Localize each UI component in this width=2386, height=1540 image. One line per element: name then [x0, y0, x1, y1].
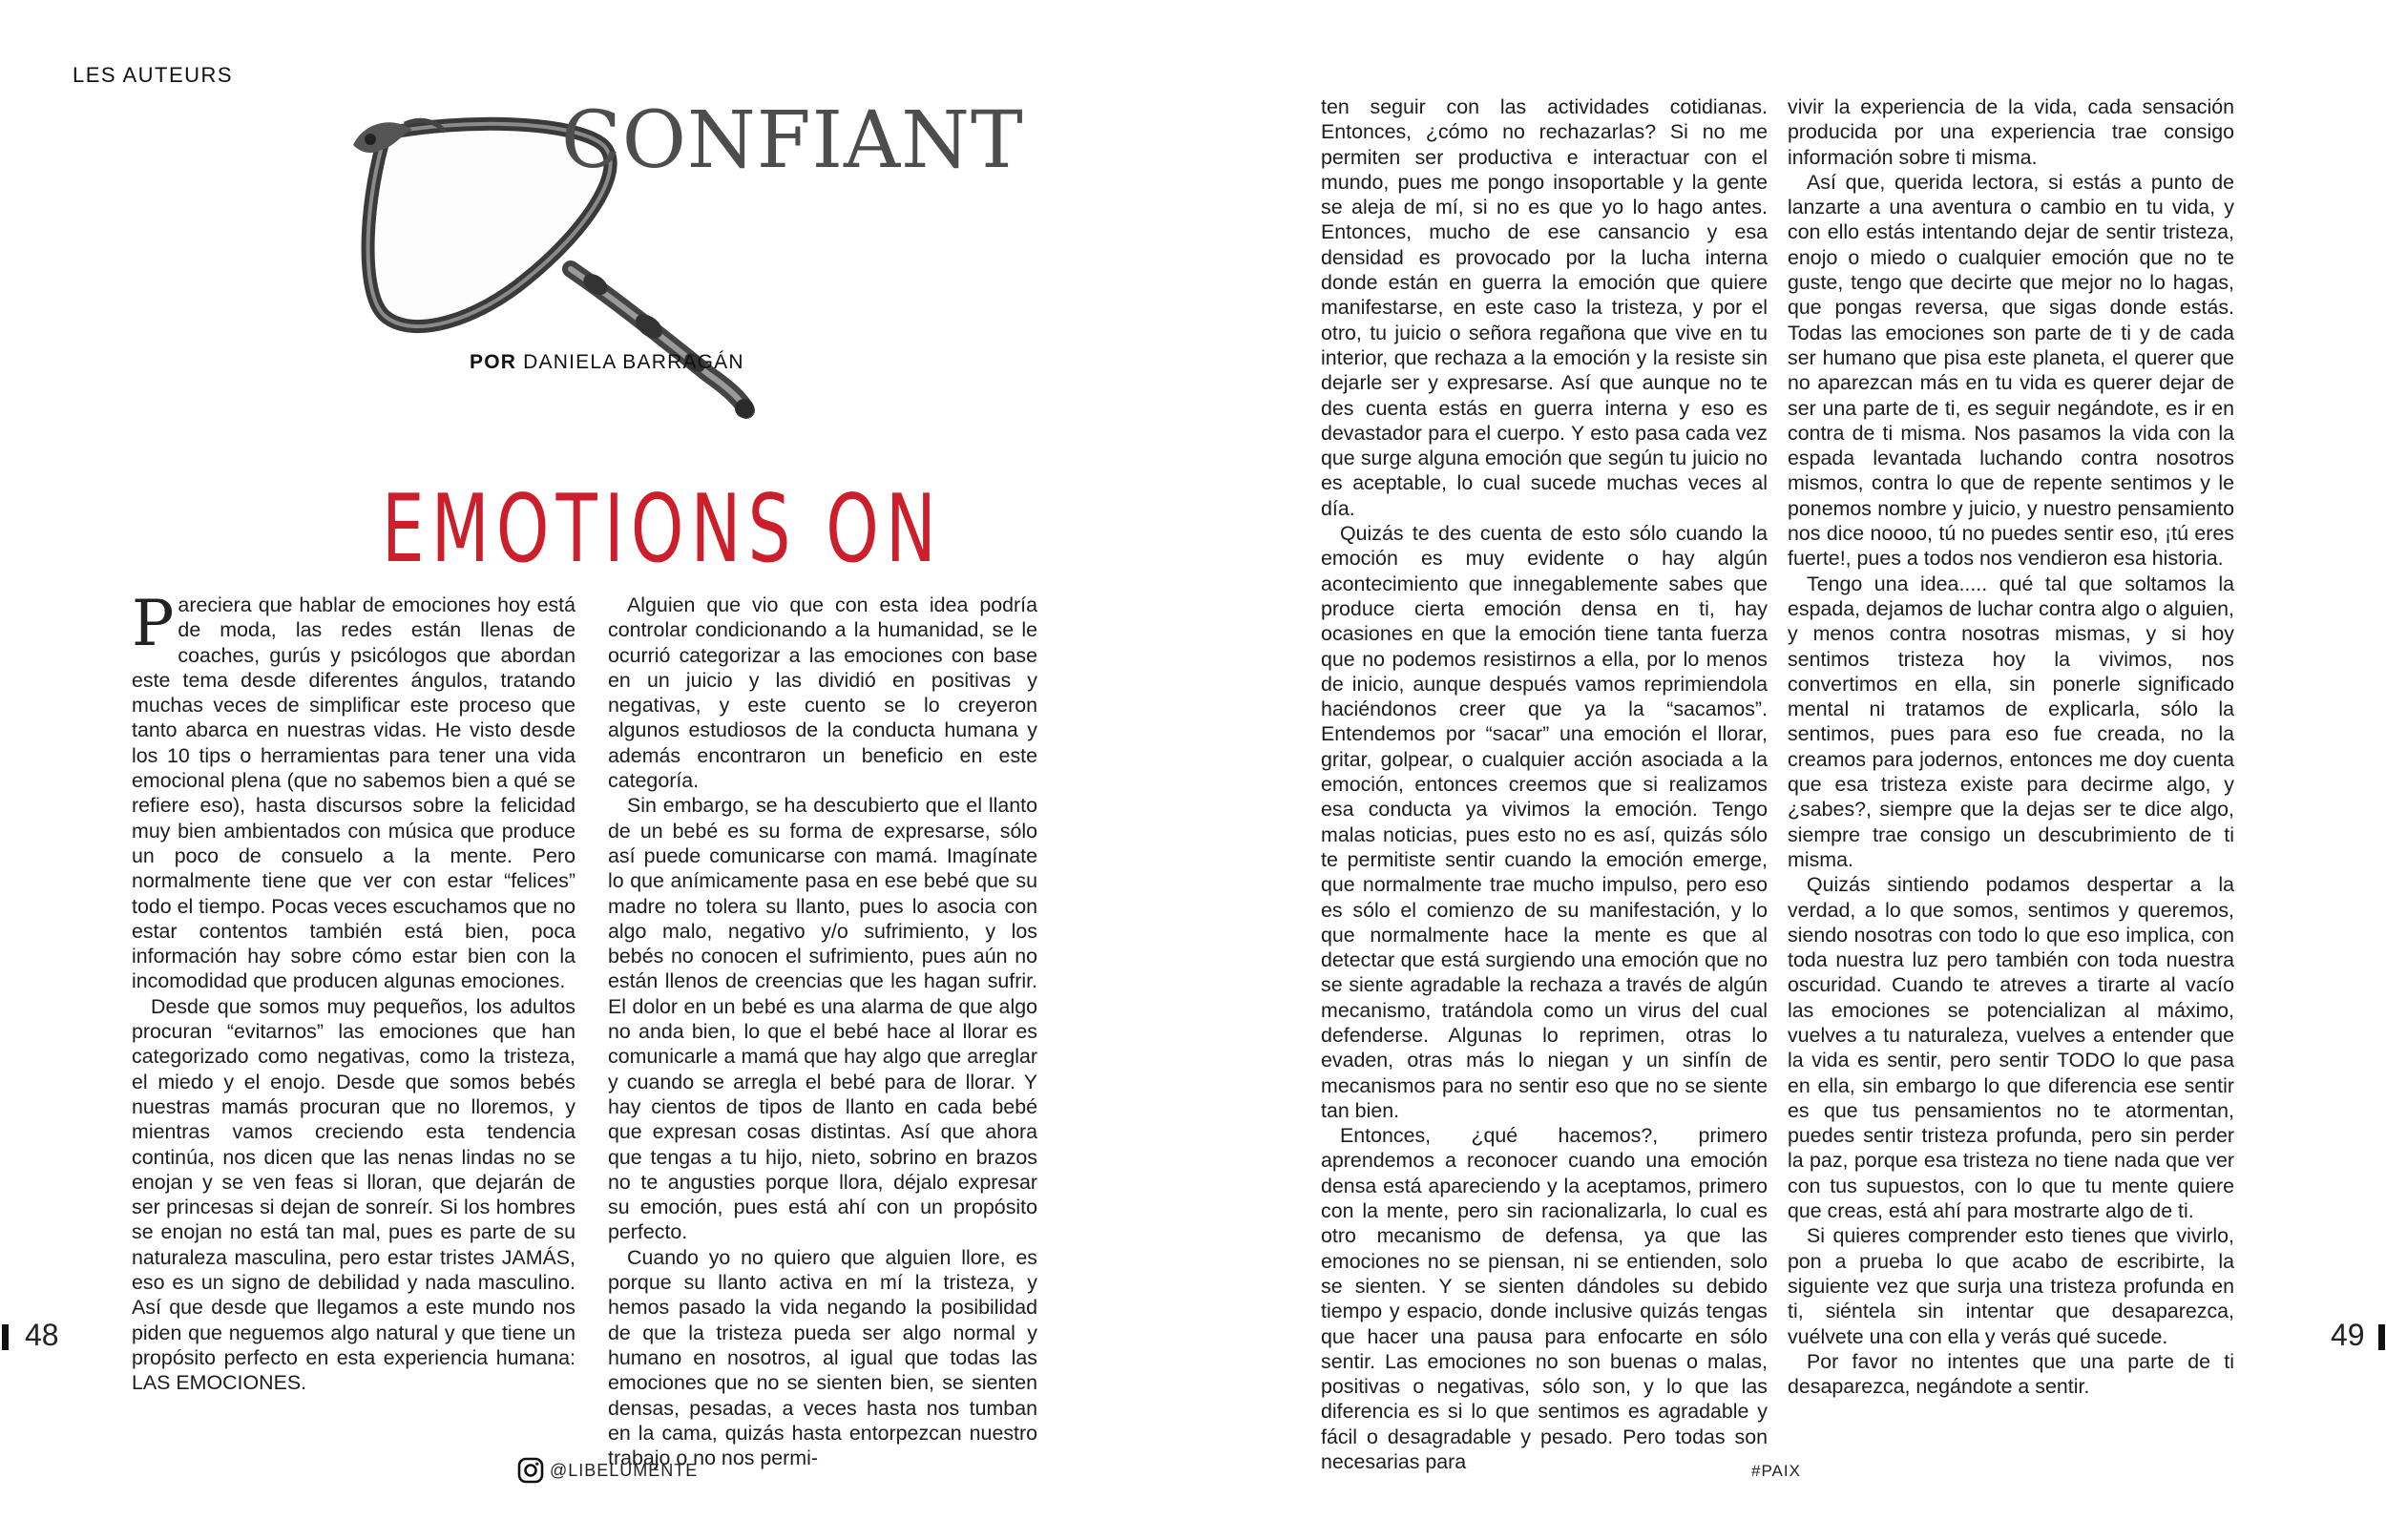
- paragraph: Así que, querida lectora, si estás a punto de lanzarte a una aventura o cambio en tu vida, y con ello estás intentando dejar de sentir tristeza, enojo o miedo o cualquier emoción que no te guste, tengo que decirte que mejor no lo hagas, que pongas reversa, que sigas donde estás. Todas las emociones son parte de ti y de cada ser humano que pisa este planeta, el querer que no aparezcan más en tu vida es querer dejar de ser una parte de ti, es seguir negándote, es ir en contra de ti misma. Nos pasamos la vida con la espada levantada luchando contra nosotros mismos, contra lo que de repente sentimos y le ponemos nombre y juicio, y nuestro pensamiento nos dice noooo, tú no puedes sentir eso, ¡tú eres fuerte!, pues a todos nos vendieron esa historia.: [1788, 170, 2234, 571]
- author-name: DANIELA BARRAGÁN: [523, 351, 744, 373]
- paragraph: Quizás sintiendo podamos despertar a la verdad, a lo que somos, sentimos y queremos, siendo nosotras con todo lo que eso implica, con toda nuestra luz pero también con toda nuestra oscuridad. Cuando te atreves a tirarte al vacío las emociones se potencializan al máximo, vuelves a tu naturaleza, vuelves a entender que la vida es sentir, pero sentir TODO lo que pasa en ella, sin embargo lo que diferencia ese sentir es que tus pensamientos no te atormentan, puedes sentir tristeza profunda, pero sin perder la paz, porque esa tristeza no tiene nada que ver con tus supuestos, con lo que tu mente quiere que creas, está ahí para mostrarte algo de ti.: [1788, 873, 2234, 1223]
- paragraph: vivir la experiencia de la vida, cada sensación producida por una experiencia trae consigo información sobre ti misma.: [1788, 95, 2234, 169]
- feature-title: CONFIANT: [561, 95, 1024, 186]
- paragraph: Alguien que vio que con esta idea podría controlar condicionando a la humanidad, se le ocurrió categorizar a las emociones con base en un juicio y las dividió en positivas y negativas, y este cuento se lo creyeron algunos estudiosos de la conducta humana y además encontraron un beneficio en este categoría.: [608, 593, 1037, 793]
- paragraph: Cuando yo no quiero que alguien llore, es porque su llanto activa en mí la tristeza, y hemos pasado la vida negando la posibilidad de que la tristeza pueda ser algo normal y humano en nosotros, al igual que todas las emociones que no se sienten bien, se sienten densas, pesadas, a veces hasta nos tumban en la cama, quizás hasta entorpezcan nuestro trabajo o no nos permi-: [608, 1245, 1037, 1470]
- article-headline: EMOTIONS ON: [382, 475, 943, 584]
- paragraph: Si quieres comprender esto tienes que vivirlo, pon a prueba lo que acabo de escribirte, la siguiente vez que surja una tristeza profunda en ti, siéntela sin intentar que desaparezca, vuélvete una con ella y verás qué sucede.: [1788, 1224, 2234, 1348]
- text-column-2: [608, 593, 1037, 1470]
- instagram-icon: [517, 1457, 544, 1484]
- page-number-right: 49: [2331, 1318, 2365, 1352]
- text-column-1: [132, 587, 576, 1396]
- byline: [470, 351, 744, 374]
- text-column-3: [1321, 94, 1768, 1474]
- paragraph: Desde que somos muy pequeños, los adultos procuran “evitarnos” las emociones que han categorizado como negativas, como la tristeza, el miedo y el enojo. Desde que somos bebés nuestras mamás procuran que no lloremos, y mientras vamos creciendo esta tendencia continúa, nos dicen que las nenas lindas no se enojan y se ven feas si lloran, que dejarán de ser princesas si dejan de sonreír. Si los hombres se enojan no está tan mal, pues es parte de su naturaleza masculina, pero estar tristes JAMÁS, eso es un signo de debilidad y nada masculino. Así que desde que llegamos a este mundo nos piden que neguemos algo natural y que tiene un propósito perfecto en esta experiencia humana: LAS EMOCIONES.: [132, 994, 576, 1395]
- social-handle: [517, 1457, 698, 1484]
- drop-cap: P: [132, 587, 175, 660]
- text-column-4: [1788, 94, 2234, 1399]
- section-label: LES AUTEURS: [73, 63, 234, 87]
- paragraph: Pareciera que hablar de emociones hoy está de moda, las redes están llenas de coaches, gurús y psicólogos que abordan este tema desde diferentes ángulos, tratando muchas veces de simplificar este proceso que tanto abarca en nuestras vidas. He visto desde los 10 tips o herramientas para tener una vida emocional plena (que no sabemos bien a qué se refiere eso), hasta discursos sobre la felicidad muy bien ambientados con música que produce un poco de consuelo a la mente. Pero normalmente tiene que ver con estar “felices” todo el tiempo. Pocas veces escuchamos que no estar contentos también está bien, poca información hay sobre cómo estar bien con la incomodidad que producen algunas emociones.: [132, 587, 576, 993]
- social-handle-text: @LIBELUMENTE: [550, 1460, 699, 1480]
- paragraph: Por favor no intentes que una parte de ti desaparezca, negándote a sentir.: [1788, 1349, 2234, 1399]
- byline-prefix: POR: [470, 351, 517, 373]
- page-number-left: 48: [25, 1318, 59, 1352]
- page-marker-left: [2, 1324, 9, 1350]
- paragraph: Entonces, ¿qué hacemos?, primero aprendemos a reconocer cuando una emoción densa está apareciendo y la aceptamos, primero con la mente, pero sin racionalizarla, lo cual es otro mecanismo de defensa, ya que las emociones no se piensan, ni se entienden, solo se sienten. Y se sienten dándoles su debido tiempo y espacio, donde inclusive quizás tengas que hacer una pausa para enfocarte en sólo sentir. Las emociones no son buenas o malas, positivas o negativas, sólo son, y lo que las diferencia es si lo que sentimos es agradable y fácil o desagradable y pesado. Pero todas son necesarias para: [1321, 1124, 1768, 1474]
- page-marker-right: [2378, 1324, 2385, 1350]
- paragraph: ten seguir con las actividades cotidianas. Entonces, ¿cómo no rechazarlas? Si no me permiten ser productiva e interactuar con el mundo, pues me pongo insoportable y la gente se aleja de mí, si no es que yo lo hago antes. Entonces, mucho de ese cansancio y esa densidad es provocado por la lucha interna donde están en guerra la emoción que quiere manifestarse, en este caso la tristeza, y por el otro, tu juicio o señora regañona que vive en tu interior, que rechaza a la emoción y la resiste sin dejarle ser y expresarse. Así que aunque no te des cuenta estás en guerra interna y eso es devastador para el cuerpo. Y esto pasa cada vez que surge alguna emoción que según tu juicio no es aceptable, lo cual sucede muchas veces al día.: [1321, 95, 1768, 520]
- footer-hashtag: #PAIX: [1751, 1462, 1801, 1480]
- paragraph: Tengo una idea..... qué tal que soltamos la espada, dejamos de luchar contra algo o alguien, y menos contra nosotras mismas, y si hoy sentimos tristeza hoy la vivimos, nos convertimos en ella, sin ponerle significado mental ni tratamos de explicarla, sólo la sentimos, pues para eso fue creada, no la creamos para jodernos, entonces me doy cuenta que esa tristeza existe para decirme algo, y ¿sabes?, siempre que la dejas ser te dice algo, siempre trae consigo un descubrimiento de ti misma.: [1788, 572, 2234, 871]
- paragraph: Quizás te des cuenta de esto sólo cuando la emoción es muy evidente o hay algún acontecimiento que innegablemente sabes que produce cierta emoción densa en ti, hay ocasiones en que la emoción tiene tanta fuerza que no podemos resistirnos a ella, por lo menos de inicio, aunque después vamos reprimiendola haciéndonos creer que ya la “sacamos”. Entendemos por “sacar” una emoción el llorar, gritar, golpear, o cualquier acción asociada a la emoción, entonces creemos que si realizamos esa conducta ya vivimos la emoción. Tengo malas noticias, pues esto no es así, quizás sólo te permitiste sentir cuando la emoción emerge, que normalmente trae mucho impulso, pero eso es sólo el comienzo de su manifestación, y lo que normalmente hace la mente es que al detectar que está surgiendo una emoción que no se siente agradable la rechaza a través de algún mecanismo, tratándola como un virus del cual defenderse. Algunas lo reprimen, otras lo evaden, otras más lo niegan y un sinfín de mecanismos para no sentir eso que no se siente tan bien.: [1321, 522, 1768, 1122]
- paragraph: Sin embargo, se ha descubierto que el llanto de un bebé es su forma de expresarse, sólo así puede comunicarse con mamá. Imagínate lo que anímicamente pasa en ese bebé que su madre no tolera su llanto, pues lo asocia con algo malo, negativo y/o sufrimiento, y los bebés no conocen el sufrimiento, pues aún no están llenos de creencias que les hagan sufrir. El dolor en un bebé es una alarma de que algo no anda bien, lo que el bebé hace al llorar es comunicarle a mamá que hay algo que arreglar y cuando se arregla el bebé para de llorar. Y hay cientos de tipos de llanto en cada bebé que expresan cosas distintas. Así que ahora que tengas a tu hijo, nieto, sobrino en brazos no te angusties porque llora, déjalo expresar su emoción, pues está ahí con un propósito perfecto.: [608, 794, 1037, 1244]
